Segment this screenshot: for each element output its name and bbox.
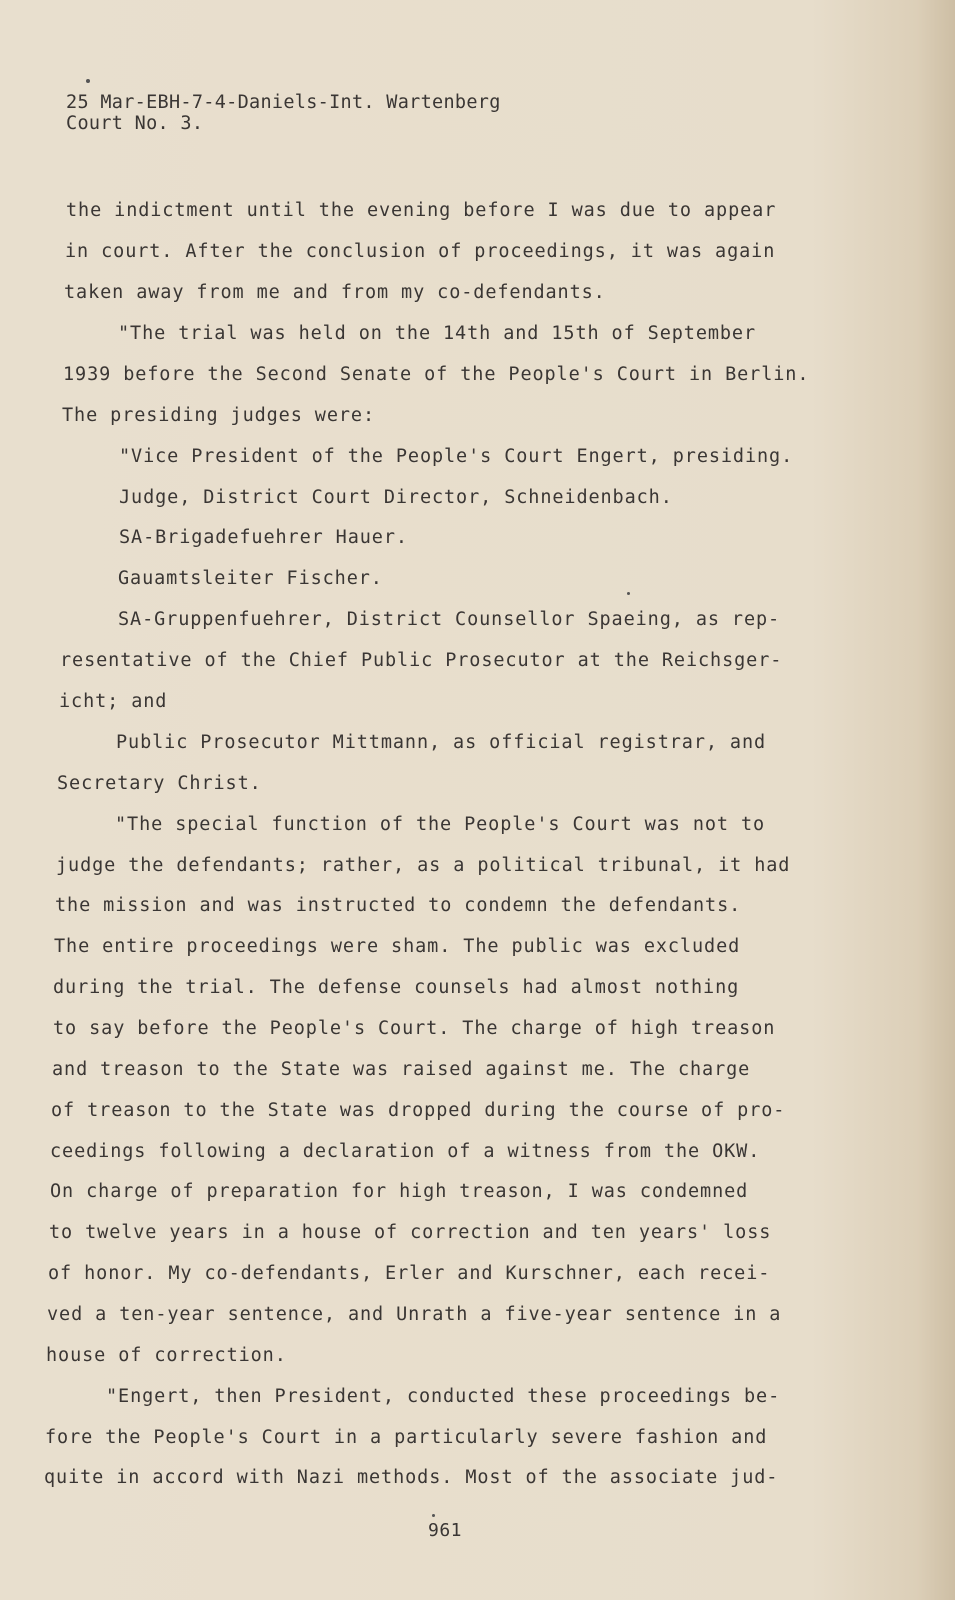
text-line: SA-Gruppenfuehrer, District Counsellor Spaeing, as rep- xyxy=(118,609,781,630)
text-line: On charge of preparation for high treason, I was condemned xyxy=(50,1181,749,1202)
text-line: and treason to the State was raised against me. The charge xyxy=(52,1059,751,1080)
text-line: of honor. My co-defendants, Erler and Kurschner, each recei- xyxy=(48,1263,771,1284)
text-line: "The trial was held on the 14th and 15th of September xyxy=(118,323,757,344)
text-line: the mission and was instructed to condemn the defendants. xyxy=(55,895,742,916)
text-line: "Engert, then President, conducted these proceedings be- xyxy=(106,1386,781,1407)
document-header xyxy=(66,92,501,134)
text-line: quite in accord with Nazi methods. Most of the associate jud- xyxy=(44,1467,779,1488)
text-line: SA-Brigadefuehrer Hauer. xyxy=(119,527,408,548)
text-line: in court. After the conclusion of proceedings, it was again xyxy=(65,241,776,262)
text-line: The entire proceedings were sham. The public was excluded xyxy=(54,936,741,957)
text-line: the indictment until the evening before I was due to appear xyxy=(66,200,777,221)
text-line: icht; and xyxy=(59,691,168,712)
text-line: to twelve years in a house of correction and ten years' loss xyxy=(49,1222,772,1243)
page-number: 961 xyxy=(428,1520,463,1541)
text-line: of treason to the State was dropped during the course of pro- xyxy=(51,1100,786,1121)
ink-speck xyxy=(86,79,90,83)
text-line: "Vice President of the People's Court Engert, presiding. xyxy=(119,446,794,467)
text-line: resentative of the Chief Public Prosecutor at the Reichsger- xyxy=(60,650,783,671)
text-line: ved a ten-year sentence, and Unrath a five-year sentence in a xyxy=(47,1304,782,1325)
text-line: judge the defendants; rather, as a political tribunal, it had xyxy=(56,855,791,876)
text-line: "The special function of the People's Court was not to xyxy=(115,814,766,835)
text-line: 1939 before the Second Senate of the People's Court in Berlin. xyxy=(63,364,810,385)
text-line: taken away from me and from my co-defendants. xyxy=(64,282,606,303)
header-court: Court No. 3. xyxy=(66,113,204,134)
text-line: ceedings following a declaration of a witness from the OKW. xyxy=(50,1141,761,1162)
text-line: fore the People's Court in a particularly severe fashion and xyxy=(45,1427,768,1448)
ink-speck xyxy=(627,592,630,595)
text-line: house of correction. xyxy=(46,1345,287,1366)
text-line: Judge, District Court Director, Schneidenbach. xyxy=(119,487,673,508)
text-line: during the trial. The defense counsels had almost nothing xyxy=(53,977,740,998)
text-line: to say before the People's Court. The charge of high treason xyxy=(53,1018,776,1039)
text-line: Public Prosecutor Mittmann, as official registrar, and xyxy=(116,732,767,753)
header-reference: 25 Mar-EBH-7-4-Daniels-Int. Wartenberg xyxy=(66,92,501,113)
text-line: Gauamtsleiter Fischer. xyxy=(118,568,383,589)
text-line: The presiding judges were: xyxy=(62,405,375,426)
text-line: Secretary Christ. xyxy=(57,773,262,794)
ink-speck xyxy=(432,1514,435,1517)
